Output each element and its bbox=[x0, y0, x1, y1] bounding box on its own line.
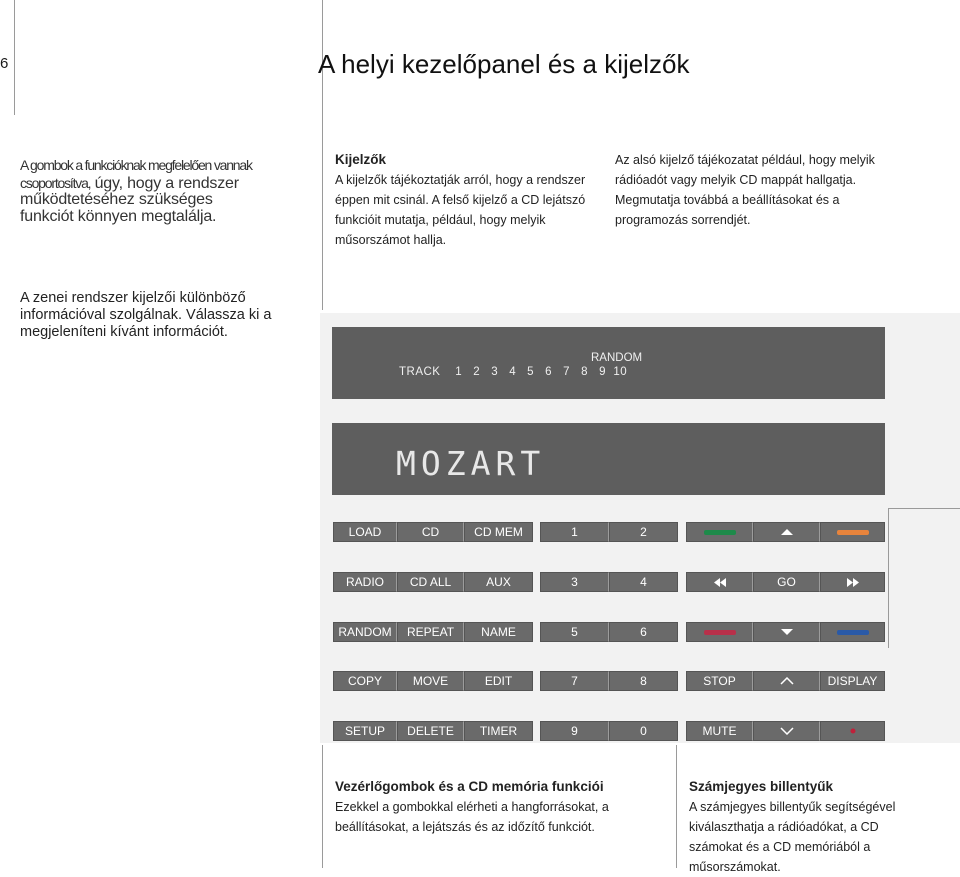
kijelzok-line2: A felső kijelző a CD lejátszó funkcióit mutatja, például, hogy melyik műsorszámot hallja. bbox=[335, 193, 586, 247]
bottom-right-heading: Számjegyes billentyűk bbox=[689, 779, 834, 794]
standby-dot-icon bbox=[850, 728, 856, 734]
display-button[interactable]: DISPLAY bbox=[820, 671, 885, 691]
digit-4-button[interactable]: 4 bbox=[609, 572, 678, 592]
lower-display-text: MOZART bbox=[396, 444, 546, 483]
edit-button[interactable]: EDIT bbox=[464, 671, 533, 691]
orange-button[interactable] bbox=[820, 522, 885, 542]
digit-8-button[interactable]: 8 bbox=[609, 671, 678, 691]
green-stripe-icon bbox=[704, 530, 736, 535]
left-intro bbox=[20, 157, 260, 225]
cd-button[interactable]: CD bbox=[397, 522, 464, 542]
digit-9-button[interactable]: 9 bbox=[540, 721, 609, 741]
move-button[interactable]: MOVE bbox=[397, 671, 464, 691]
blue-stripe-icon bbox=[837, 630, 869, 635]
down-arrow-icon bbox=[781, 628, 793, 636]
load-button[interactable]: LOAD bbox=[333, 522, 397, 542]
cd-all-button[interactable]: CD ALL bbox=[397, 572, 464, 592]
page-number: 6 bbox=[0, 55, 9, 72]
rewind-button[interactable] bbox=[686, 572, 753, 592]
mute-button[interactable]: MUTE bbox=[686, 721, 753, 741]
random-indicator: RANDOM bbox=[591, 352, 643, 364]
chevron-up-icon bbox=[780, 677, 794, 685]
digit-2-button[interactable]: 2 bbox=[609, 522, 678, 542]
cd-mem-button[interactable]: CD MEM bbox=[464, 522, 533, 542]
standby-button[interactable] bbox=[820, 721, 885, 741]
name-button[interactable]: NAME bbox=[464, 622, 533, 642]
green-button[interactable] bbox=[686, 522, 753, 542]
center-divider-bottom bbox=[322, 745, 323, 868]
timer-button[interactable]: TIMER bbox=[464, 721, 533, 741]
digit-5-button[interactable]: 5 bbox=[540, 622, 609, 642]
red-button[interactable] bbox=[686, 622, 753, 642]
blue-button[interactable] bbox=[820, 622, 885, 642]
bottom-right-section bbox=[689, 777, 919, 877]
left-divider bbox=[14, 0, 15, 115]
aux-button[interactable]: AUX bbox=[464, 572, 533, 592]
center-divider bbox=[322, 0, 323, 310]
kijelzok-heading: Kijelzők bbox=[335, 152, 387, 167]
repeat-button[interactable]: REPEAT bbox=[397, 622, 464, 642]
kijelzok-line1: A kijelzők tájékoztatják arról, hogy a rendszer éppen mit csinál. bbox=[335, 173, 586, 207]
left-second-paragraph: A zenei rendszer kijelzői különböző információval szolgálnak. Válassza ki a megjeleníteni kívánt információt. bbox=[20, 290, 272, 340]
also-kijelzo-paragraph: Az alsó kijelző tájékozatat például, hogy melyik rádióadót vagy melyik CD mappát hallgatja. Megmutatja továbbá a beállításokat és a programozás sorrendjét. bbox=[615, 153, 875, 227]
callout-line-h bbox=[888, 508, 960, 509]
red-stripe-icon bbox=[704, 630, 736, 635]
fast-forward-icon bbox=[847, 578, 859, 587]
bottom-left-heading: Vezérlőgombok és a CD memória funkciói bbox=[335, 779, 604, 794]
page-title: A helyi kezelőpanel és a kijelzők bbox=[318, 49, 690, 79]
bottom-left-text: Ezekkel a gombokkal elérheti a hangforrásokat, a beállításokat, a lejátszás és az időzítő funkciót. bbox=[335, 800, 609, 834]
digit-7-button[interactable]: 7 bbox=[540, 671, 609, 691]
digit-6-button[interactable]: 6 bbox=[609, 622, 678, 642]
up-button[interactable] bbox=[753, 522, 820, 542]
radio-button[interactable]: RADIO bbox=[333, 572, 397, 592]
left-intro-part2: úgy, hogy a rendszer működtetéséhez szükséges funkciót könnyen megtalálja. bbox=[20, 174, 239, 225]
orange-stripe-icon bbox=[837, 530, 869, 535]
random-button[interactable]: RANDOM bbox=[333, 622, 397, 642]
chevron-down-button[interactable] bbox=[753, 721, 820, 741]
right-divider-bottom bbox=[676, 745, 677, 868]
delete-button[interactable]: DELETE bbox=[397, 721, 464, 741]
bottom-left-section bbox=[335, 777, 635, 837]
up-arrow-icon bbox=[781, 528, 793, 536]
fast-forward-button[interactable] bbox=[820, 572, 885, 592]
setup-button[interactable]: SETUP bbox=[333, 721, 397, 741]
chevron-down-icon bbox=[780, 727, 794, 735]
left-intro-part1: A gombok a funkcióknak megfelelően vannak csoportosítva, bbox=[20, 157, 252, 191]
bottom-right-text: A számjegyes billentyűk segítségével kiválaszthatja a rádióadókat, a CD számokat és a CD memóriából a műsorszámokat. bbox=[689, 800, 896, 874]
track-indicator: TRACK 1 2 3 4 5 6 7 8 9 10 bbox=[399, 366, 628, 378]
copy-button[interactable]: COPY bbox=[333, 671, 397, 691]
digit-3-button[interactable]: 3 bbox=[540, 572, 609, 592]
rewind-icon bbox=[714, 578, 726, 587]
digit-0-button[interactable]: 0 bbox=[609, 721, 678, 741]
digit-1-button[interactable]: 1 bbox=[540, 522, 609, 542]
down-button[interactable] bbox=[753, 622, 820, 642]
kijelzok-section bbox=[335, 150, 597, 250]
go-button[interactable]: GO bbox=[753, 572, 820, 592]
chevron-up-button[interactable] bbox=[753, 671, 820, 691]
stop-button[interactable]: STOP bbox=[686, 671, 753, 691]
callout-line-v bbox=[888, 508, 889, 648]
